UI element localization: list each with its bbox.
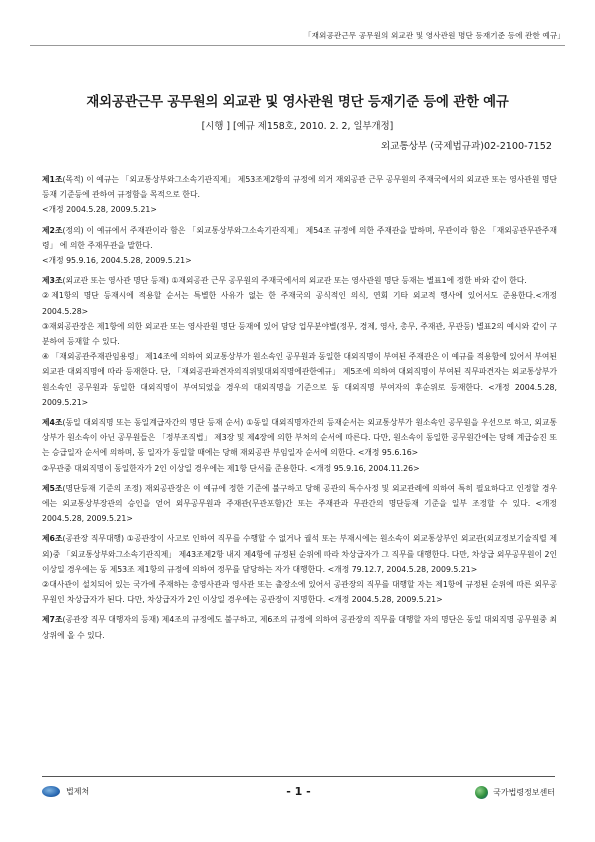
- article-number: 제1조: [42, 175, 63, 184]
- article-3: [42, 273, 557, 410]
- article-7-paragraph-1: [42, 612, 557, 642]
- article-text: (공관장 직무 대행자의 등재) 제4조의 규정에도 불구하고, 제6조의 규정에 의하여 공관장의 직무를 대행할 자의 명단은 동일 대외직명 공무원중 최상위에 올 수 있다.: [42, 615, 557, 640]
- article-number: 제4조: [42, 418, 63, 428]
- article-text: <개정 95.9.16, 2004.5.28, 2009.5.21>: [42, 256, 192, 266]
- article-6-paragraph-2: [42, 577, 557, 607]
- article-text: ②대사관이 설치되어 있는 국가에 주재하는 총영사관과 영사관 또는 출장소에 있어서 공관장의 직무를 대행할 자는 제1항에 규정된 순위에 따른 외무공무원인 차상급자가 된다. 다만, 차상급자가 2인 이상일 경우에는 공관장이 지명한다. <개정 2004.5.28, 2009.5.21>: [42, 580, 557, 605]
- article-3-paragraph-4: [42, 349, 557, 410]
- article-number: 제6조: [42, 534, 63, 544]
- article-4-paragraph-2: [42, 461, 557, 476]
- article-number: 제2조: [42, 225, 63, 235]
- article-number: 제7조: [42, 615, 63, 625]
- law-info-center-emblem-icon: [475, 786, 488, 799]
- moleg-label: 법제처: [66, 787, 90, 796]
- article-3-paragraph-2: [42, 288, 557, 318]
- article-6-paragraph-1: [42, 531, 557, 577]
- page-footer: [42, 784, 555, 804]
- article-text: <개정 2004.5.28, 2009.5.21>: [42, 205, 157, 215]
- article-1-paragraph-1: [42, 172, 557, 202]
- article-3-paragraph-1: [42, 273, 557, 288]
- footer-divider: [42, 776, 555, 777]
- article-text: (목적) 이 예규는 「외교통상부와그소속기관직제」 제53조제2항의 규정에 의거 재외공관 근무 공무원의 주재국에서의 외교관 또는 영사관원 명단 등재 기준등에 관하여 규정함을 목적으로 한다.: [42, 175, 557, 200]
- article-text: (정의) 이 예규에서 주재관이라 함은 「외교통상부와그소속기관직제」 제54조 규정에 의한 주재관을 말하며, 무관이라 함은 「재외공관무관주재령」 에 의한 주재무관을 말한다.: [42, 225, 557, 250]
- article-5-paragraph-1: [42, 481, 557, 527]
- article-text: (공관장 직무대행) ①공관장이 사고로 인하여 직무를 수행할 수 없거나 궐석 또는 부재시에는 원소속이 외교통상부인 외교관(외교정보기술직렬 제외)중 「외교통상부와그소속기관직제」 제43조제2항 내지 제4항에 규정된 순위에 따라 차상급자가 그 직무를 대행한다. 다만, 차상급 외무공무원이 2인 이상일 경우에는 동 제53조 제1항의 규정에 의하여 정무를 담당하는 자가 대행한다. <개정 79.12.7, 2004.5.28, 2009.5.21>: [42, 534, 557, 574]
- law-info-center-label: 국가법령정보센터: [493, 788, 555, 797]
- article-text: ②무관중 대외직명이 동일한자가 2인 이상일 경우에는 제1항 단서를 준용한다. <개정 95.9.16, 2004.11.26>: [42, 463, 420, 473]
- article-1-paragraph-2: [42, 202, 557, 217]
- article-7: [42, 612, 557, 642]
- revision-info: [시행 ] [예규 제158호, 2010. 2. 2, 일부개정]: [201, 121, 394, 132]
- article-3-paragraph-3: [42, 319, 557, 349]
- article-text: ④ 「재외공관주재관임용령」 제14조에 의하여 외교통상부가 원소속인 공무원과 동일한 대외직명이 부여된 주재관은 이 예규를 적용함에 있어서 부여된 외교관 대외직명에 따라 등재한다. 단, 「재외공관파견자의직위및대외직명에관한예규」 제5조에 의하여 대외직명이 부여된 직무파견자는 외교통상부가 원소속인 공무원과 동일한 대외직명이 부여되었을 경우의 대외직명을 기준으로 동 대외직명 부여자의 후순위로 등재한다. <개정 2004.5.28, 2009.5.21>: [42, 352, 557, 407]
- running-header: 「재외공관근무 공무원의 외교관 및 영사관원 명단 등재기준 등에 관한 예규」: [30, 30, 565, 46]
- article-1: [42, 172, 557, 218]
- article-2: [42, 223, 557, 269]
- article-text: ②제1항의 명단 등재시에 적용할 순서는 특별한 사유가 없는 한 주재국의 공식적인 의식, 연회 기타 외교적 행사에 있어서도 준용한다.<개정 2004.5.28>: [42, 291, 557, 316]
- page-number: - 1 -: [286, 785, 311, 798]
- article-text: ③재외공관장은 제1항에 의한 외교관 또는 영사관원 명단 등재에 있어 담당 업무분야별(정무, 경제, 영사, 총무, 주재관, 무관등) 별표2의 예시와 같이 구분하여 등재할 수 있다.: [42, 321, 557, 347]
- article-text: (동일 대외직명 또는 동일계급자간의 명단 등재 순서) ①동일 대외직명자간의 등재순서는 외교통상부가 원소속인 공무원을 우선으로 하고, 외교통상부가 원소속이 아닌 공무원들은 「정부조직법」 제3장 및 제4장에 의한 부처의 순서에 따른다. 다만, 원소속이 동일한 공무원간에는 당해 계급승진 또는 승급일자 순서에 의하며, 동 일자가 동일할 때에는 당해 재외공관 부임일자 순서에 의한다. <개정 95.6.16>: [42, 418, 557, 458]
- article-4-paragraph-1: [42, 415, 557, 461]
- article-text: (명단등재 기준의 조정) 재외공관장은 이 예규에 정한 기준에 불구하고 당해 공관의 특수사정 및 외교관례에 의하여 특히 필요하다고 인정할 경우에는 외교통상부장관의 승인을 얻어 외무공무원과 주재관(무관포함)간 또는 주재관과 무관간의 명단등재 기준을 일부 조정할 수 있다. <개정 2004.5.28, 2009.5.21>: [42, 483, 557, 524]
- articles-body: [42, 172, 557, 648]
- article-number: 제3조: [42, 276, 63, 286]
- article-2-paragraph-1: [42, 223, 557, 253]
- article-5: [42, 481, 557, 527]
- article-number: 제5조: [42, 483, 63, 493]
- law-info-center-logo: [475, 786, 555, 799]
- article-text: (외교관 또는 영사관 명단 등재) ①재외공관 근무 공무원의 주재국에서의 외교관 또는 영사관원 명단 등재는 별표1에 정한 바와 같이 한다.: [62, 276, 527, 286]
- document-title: 재외공관근무 공무원의 외교관 및 영사관원 명단 등재기준 등에 관한 예규: [86, 95, 509, 110]
- article-2-paragraph-2: [42, 253, 557, 268]
- article-4: [42, 415, 557, 476]
- ministry-contact: 외교통상부 (국제법규과)02-2100-7152: [380, 141, 552, 152]
- article-6: [42, 531, 557, 607]
